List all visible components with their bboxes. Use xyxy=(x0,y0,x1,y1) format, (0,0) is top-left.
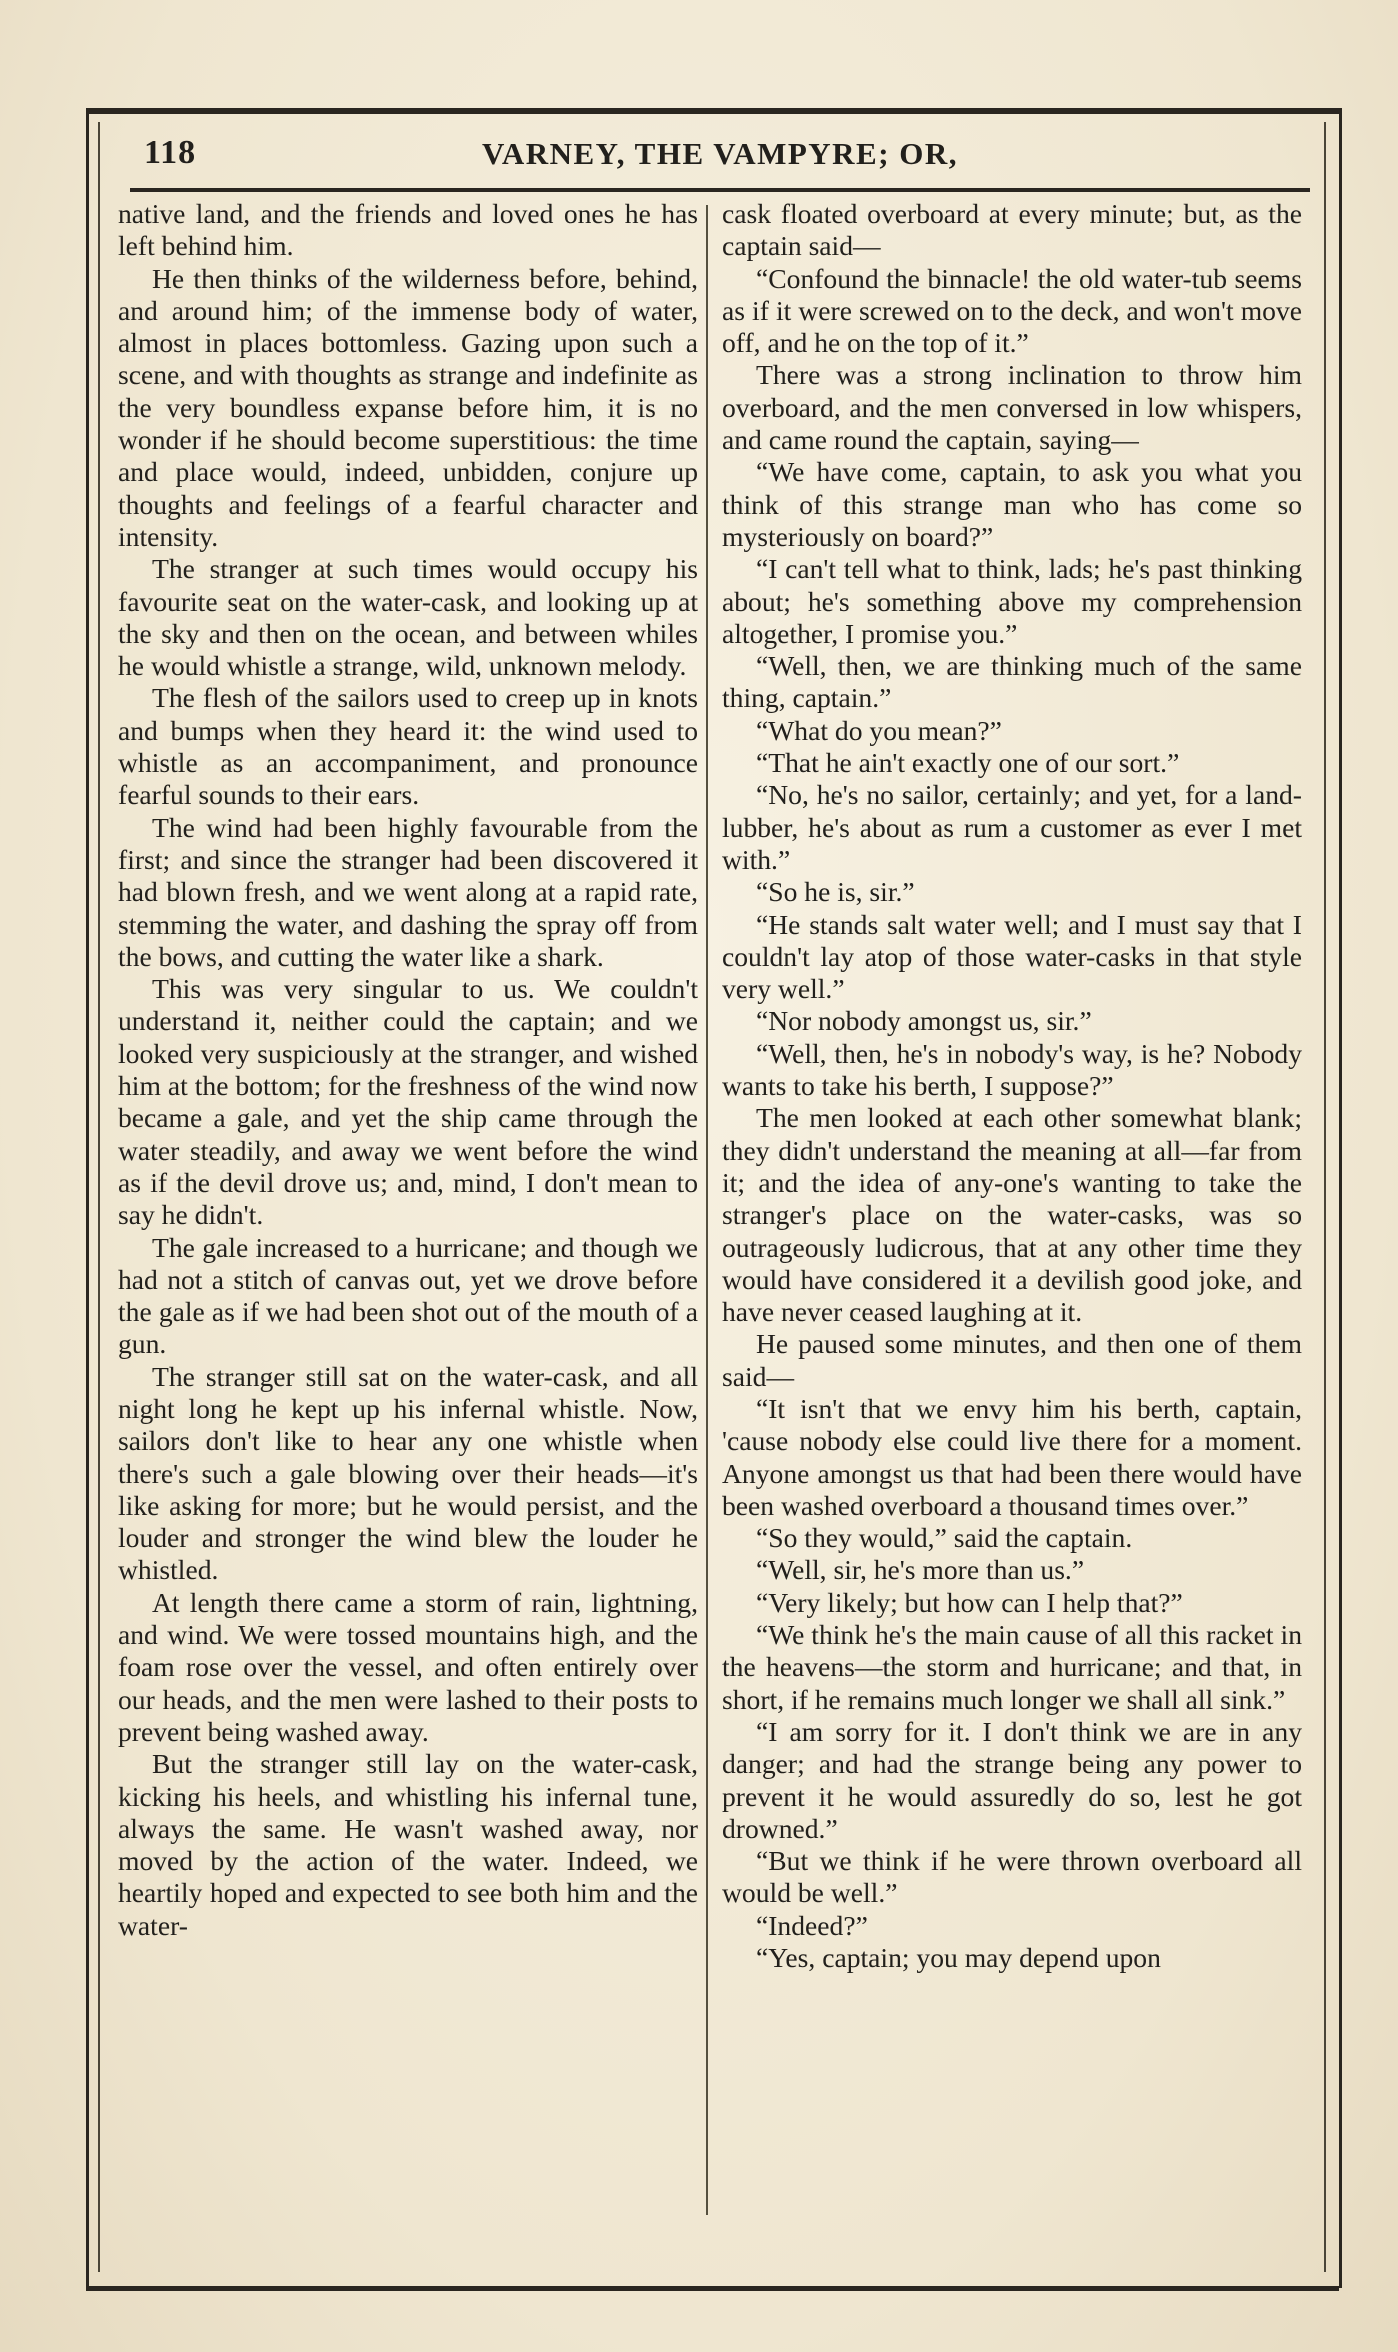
paragraph: cask floated overboard at every minute; but, as the captain said— xyxy=(722,198,1302,262)
paragraph: This was very singular to us. We couldn't understand it, neither could the captain; and we looked very suspiciously at the stranger, and wished him at the bottom; for the freshness of the wind now became a gale, and yet the ship came through the water steadily, and away we went before the wind as if the devil drove us; and, mind, I don't mean to say he didn't. xyxy=(118,973,698,1231)
paragraph: The stranger still sat on the water-cask, and all night long he kept up his infernal whistle. Now, sailors don't like to hear any one whistle when there's such a gale blowing over their heads—it's like asking for more; but he would persist, and the louder and stronger the wind blew the louder he whistled. xyxy=(118,1360,698,1586)
column-divider xyxy=(706,205,708,2215)
paragraph: “So they would,” said the captain. xyxy=(756,1522,1133,1554)
paragraph: “That he ain't exactly one of our sort.” xyxy=(756,747,1180,779)
paragraph: “It isn't that we envy him his berth, captain, 'cause nobody else could live there for a moment. Anyone amongst us that had been there would have been washed overboard a thousand times over.” xyxy=(722,1392,1302,1521)
paragraph: “Very likely; but how can I help that?” xyxy=(756,1586,1183,1618)
paragraph: The stranger at such times would occupy his favourite seat on the water-cask, and looking up at the sky and then on the ocean, and between whiles he would whistle a strange, wild, unknown melody. xyxy=(118,553,698,682)
running-title: VARNEY, THE VAMPYRE; OR, xyxy=(481,136,959,171)
paragraph: “What do you mean?” xyxy=(756,714,1002,746)
inner-left-rule xyxy=(98,122,100,2272)
paragraph: But the stranger still lay on the water-cask, kicking his heels, and whistling his infernal tune, always the same. He wasn't washed away, nor moved by the action of the water. Indeed, we heartily hoped and expected to see both him and the water- xyxy=(118,1748,698,1941)
page-number: 118 xyxy=(144,134,197,171)
paragraph: “Indeed?” xyxy=(756,1909,868,1941)
paragraph: The flesh of the sailors used to creep up in knots and bumps when they heard it: the wind used to whistle as an accompaniment, and pronounce fearful sounds to their ears. xyxy=(118,682,698,811)
paragraph: “Confound the binnacle! the old water-tub seems as if it were screwed on to the deck, and won't move off, and he on the top of it.” xyxy=(722,262,1302,359)
paragraph: “We have come, captain, to ask you what you think of this strange man who has come so mysteriously on board?” xyxy=(722,456,1302,552)
paragraph: “Well, sir, he's more than us.” xyxy=(756,1554,1085,1586)
paragraph: He paused some minutes, and then one of them said— xyxy=(722,1328,1302,1392)
paragraph: “Well, then, he's in nobody's way, is he? Nobody wants to take his berth, I suppose?” xyxy=(722,1037,1302,1102)
paragraph: The men looked at each other somewhat blank; they didn't understand the meaning at all—far from it; and the idea of any-one's wanting to take the stranger's place on the water-casks, was so outrageously ludicrous, that at any other time they would have considered it a devilish good joke, and have never ceased laughing at it. xyxy=(722,1102,1302,1328)
paragraph: “I can't tell what to think, lads; he's past thinking about; he's something above my comprehension altogether, I promise you.” xyxy=(722,553,1302,649)
paragraph: native land, and the friends and loved ones he has left behind him. xyxy=(118,198,698,262)
paragraph: “So he is, sir.” xyxy=(756,876,915,908)
paragraph: At length there came a storm of rain, lightning, and wind. We were tossed mountains high, and the foam rose over the vessel, and often entirely over our heads, and the men were lashed to their posts to prevent being washed away. xyxy=(118,1586,698,1747)
paragraph: “But we think if he were thrown overboard all would be well.” xyxy=(722,1845,1302,1909)
inner-right-rule xyxy=(1324,122,1326,2272)
paragraph: “I am sorry for it. I don't think we are in any danger; and had the strange being any power to prevent it he would assuredly do so, lest he got drowned.” xyxy=(722,1715,1302,1844)
bottom-border-rule xyxy=(86,2286,1339,2291)
paragraph: “Nor nobody amongst us, sir.” xyxy=(756,1005,1092,1037)
paragraph: The wind had been highly favourable from the first; and since the stranger had been discovered it had blown fresh, and we went along at a rapid rate, stemming the water, and dashing the spray off from the bows, and cutting the water like a shark. xyxy=(118,811,698,972)
paragraph: “No, he's no sailor, certainly; and yet, for a land-lubber, he's about as rum a customer as ever I met with.” xyxy=(722,779,1302,875)
header-rule xyxy=(130,188,1310,192)
paragraph: The gale increased to a hurricane; and though we had not a stitch of canvas out, yet we drove before the gale as if we had been shot out of the mouth of a gun. xyxy=(118,1231,698,1360)
running-header xyxy=(130,128,1310,180)
paragraph: “He stands salt water well; and I must say that I couldn't lay atop of those water-casks in that style very well.” xyxy=(722,908,1302,1005)
left-text-column xyxy=(118,198,698,1942)
paragraph: He then thinks of the wilderness before, behind, and around him; of the immense body of water, almost in places bottomless. Gazing upon such a scene, and with thoughts as strange and indefinite as the very boundless expanse before him, it is no wonder if he should become superstitious: the time and place would, indeed, unbidden, conjure up thoughts and feelings of a fearful character and intensity. xyxy=(118,262,698,552)
paragraph: “Yes, captain; you may depend upon xyxy=(756,1942,1161,1974)
paragraph: There was a strong inclination to throw him overboard, and the men conversed in low whispers, and came round the captain, saying— xyxy=(722,359,1302,456)
right-text-column xyxy=(722,198,1302,1974)
paragraph: “Well, then, we are thinking much of the same thing, captain.” xyxy=(722,650,1302,714)
paragraph: “We think he's the main cause of all this racket in the heavens—the storm and hurricane; and that, in short, if he remains much longer we shall all sink.” xyxy=(722,1619,1302,1715)
